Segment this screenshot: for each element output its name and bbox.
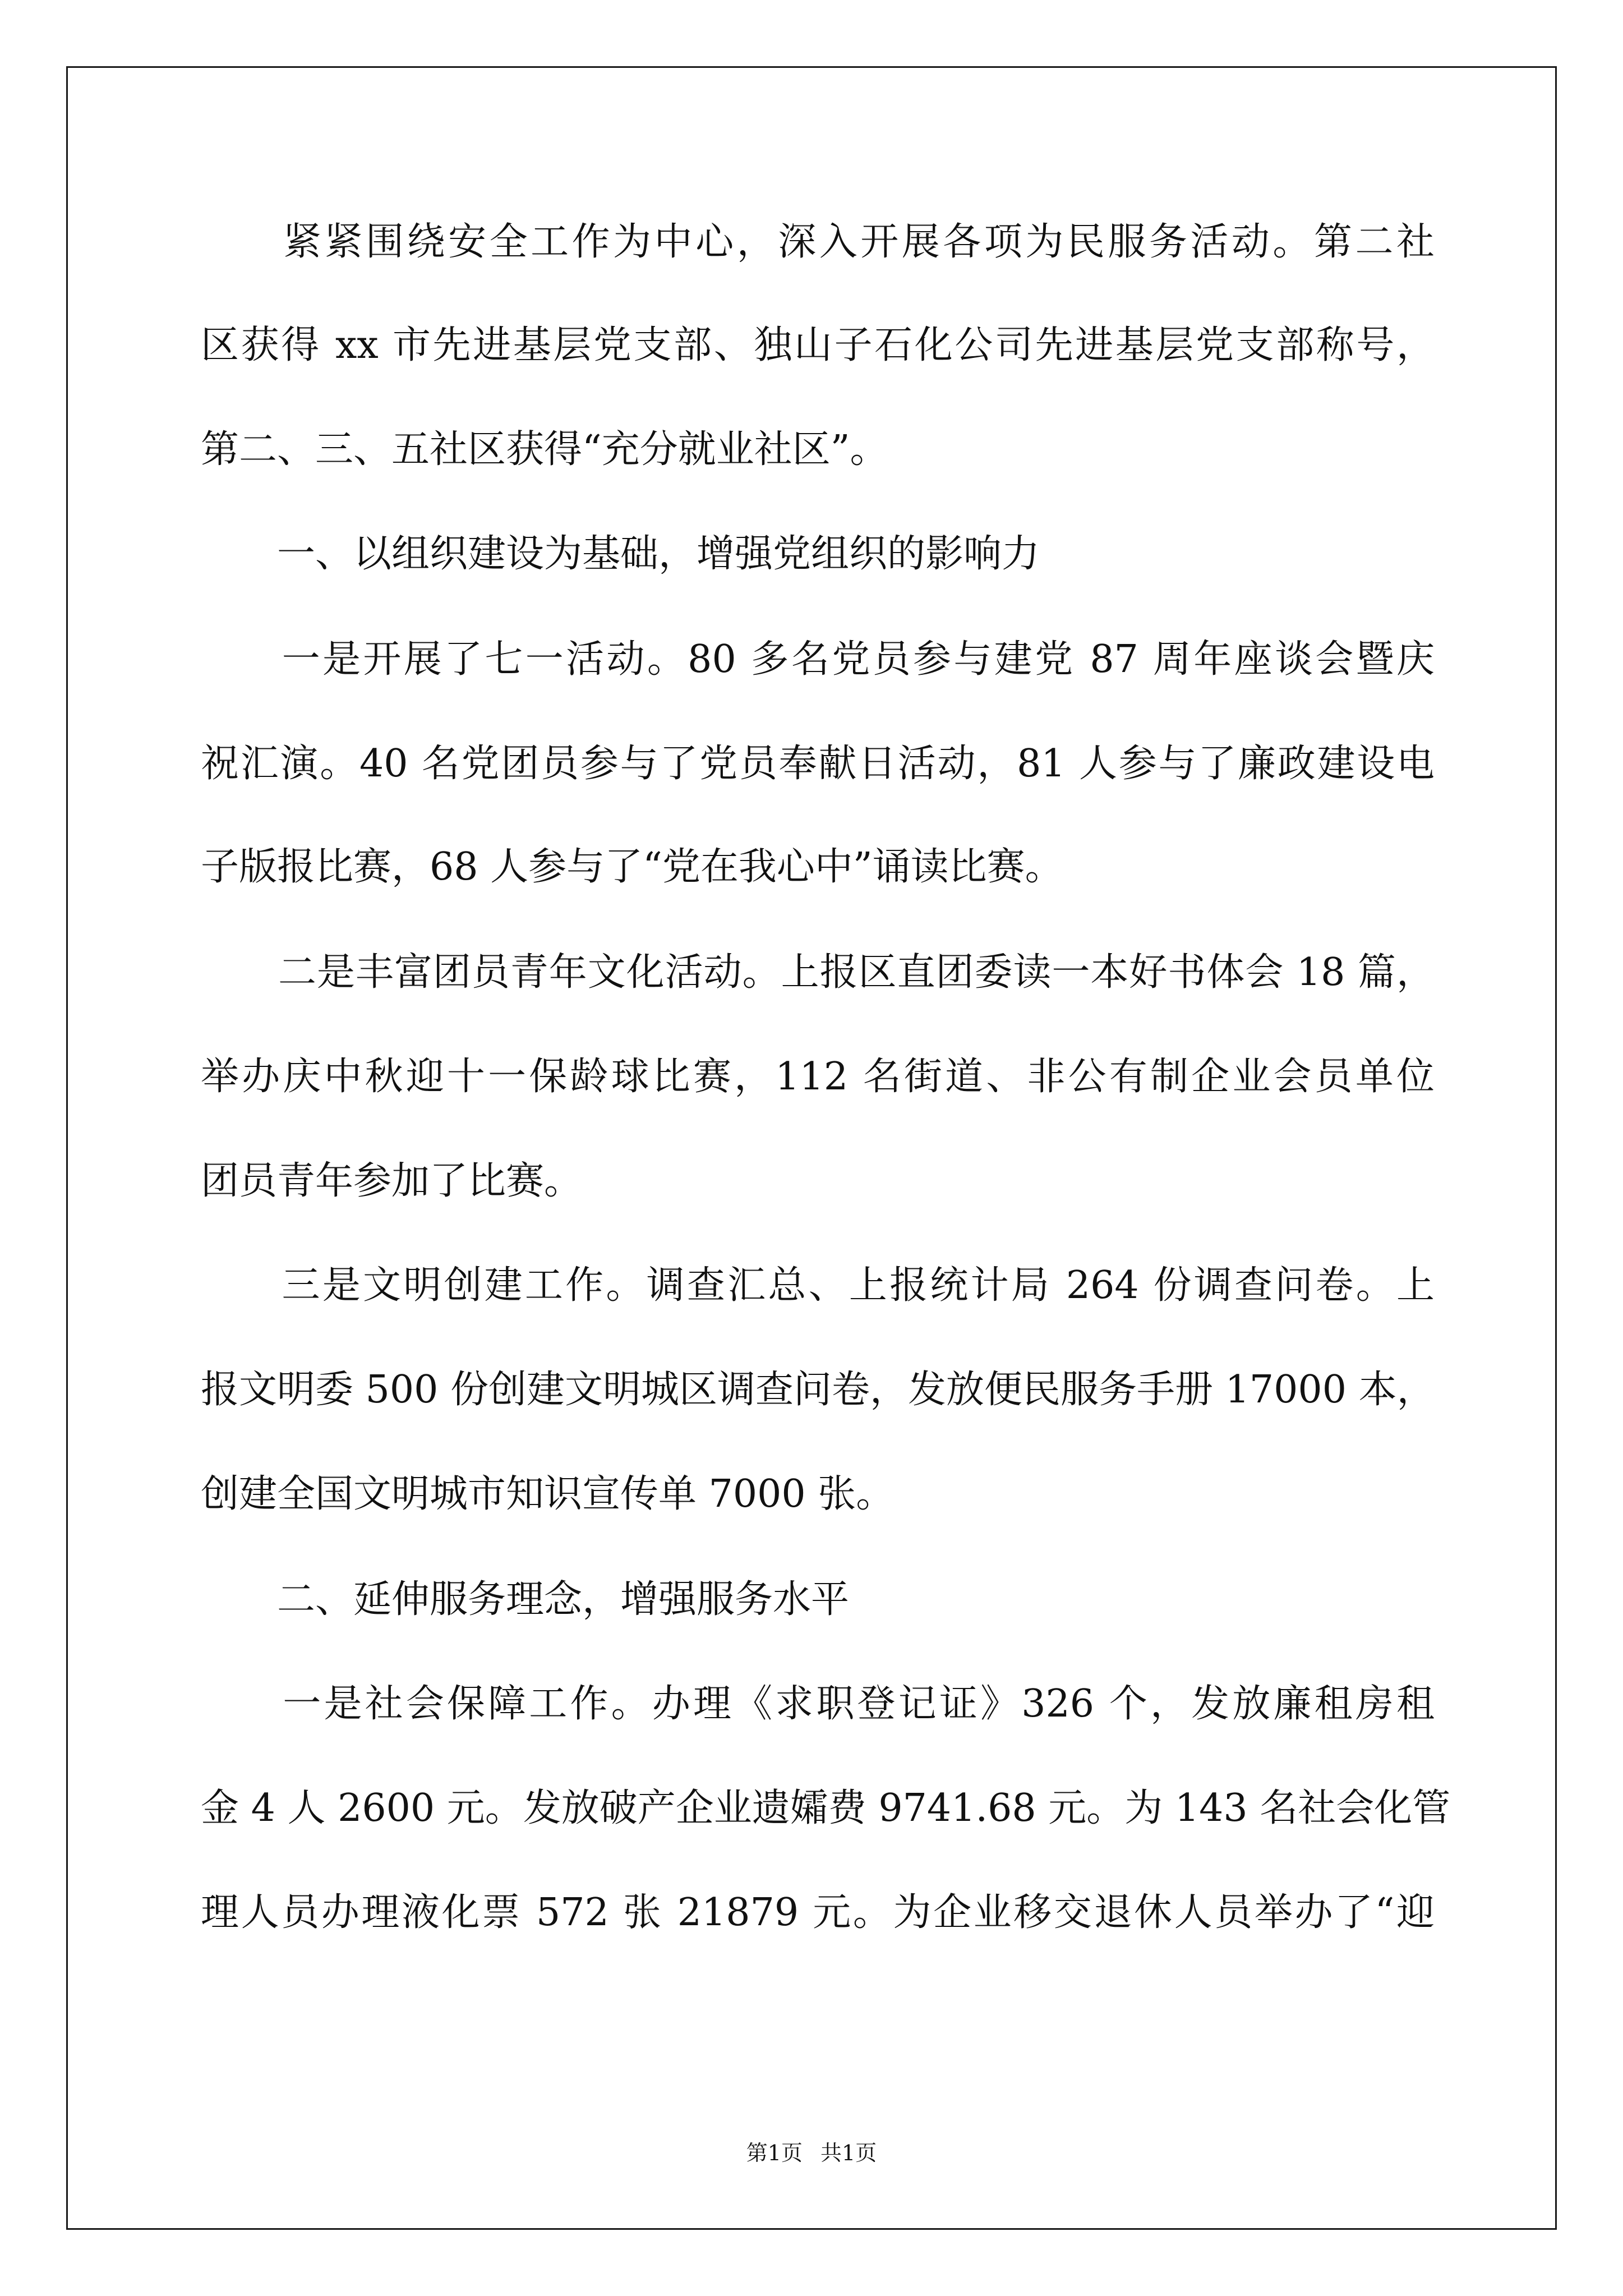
paragraph-line: 团员青年参加了比赛。 xyxy=(201,1159,583,1203)
paragraph-line: 创建全国文明城市知识宣传单 7000 张。 xyxy=(201,1472,895,1516)
page-footer xyxy=(0,2136,1623,2166)
paragraph-line: 紧紧围绕安全工作为中心，深入开展各项为民服务活动。第二社 xyxy=(201,220,1435,264)
paragraph-line: 理人员办理液化票 572 张 21879 元。为企业移交退休人员举办了“迎 xyxy=(201,1890,1435,1935)
page-number-total: 共1页 xyxy=(820,2141,877,2165)
paragraph-line: 区获得 xx 市先进基层党支部、独山子石化公司先进基层党支部称号， xyxy=(201,323,1435,367)
paragraph-line: 三是文明创建工作。调查汇总、上报统计局 264 份调查问卷。上 xyxy=(201,1263,1435,1308)
page-number-current: 第1页 xyxy=(746,2141,803,2165)
paragraph-line: 祝汇演。40 名党团员参与了党员奉献日活动，81 人参与了廉政建设电 xyxy=(201,742,1435,786)
paragraph-line: 一是社会保障工作。办理《求职登记证》326 个，发放廉租房租 xyxy=(201,1682,1435,1726)
paragraph-line: 一是开展了七一活动。80 多名党员参与建党 87 周年座谈会暨庆 xyxy=(201,637,1435,682)
paragraph-line: 举办庆中秋迎十一保龄球比赛，112 名街道、非公有制企业会员单位 xyxy=(201,1055,1435,1099)
paragraph-line: 报文明委 500 份创建文明城区调查问卷，发放便民服务手册 17000 本， xyxy=(201,1368,1435,1412)
paragraph-line: 第二、三、五社区获得“充分就业社区”。 xyxy=(201,427,888,472)
section-heading: 二、延伸服务理念，增强服务水平 xyxy=(201,1577,850,1622)
paragraph-line: 子版报比赛，68 人参与了“党在我心中”诵读比赛。 xyxy=(201,845,1063,889)
section-heading: 一、以组织建设为基础，增强党组织的影响力 xyxy=(201,532,1040,576)
paragraph-line: 金 4 人 2600 元。发放破产企业遗孀费 9741.68 元。为 143 名社会化管 xyxy=(201,1786,1451,1830)
paragraph-line: 二是丰富团员青年文化活动。上报区直团委读一本好书体会 18 篇， xyxy=(201,950,1435,995)
